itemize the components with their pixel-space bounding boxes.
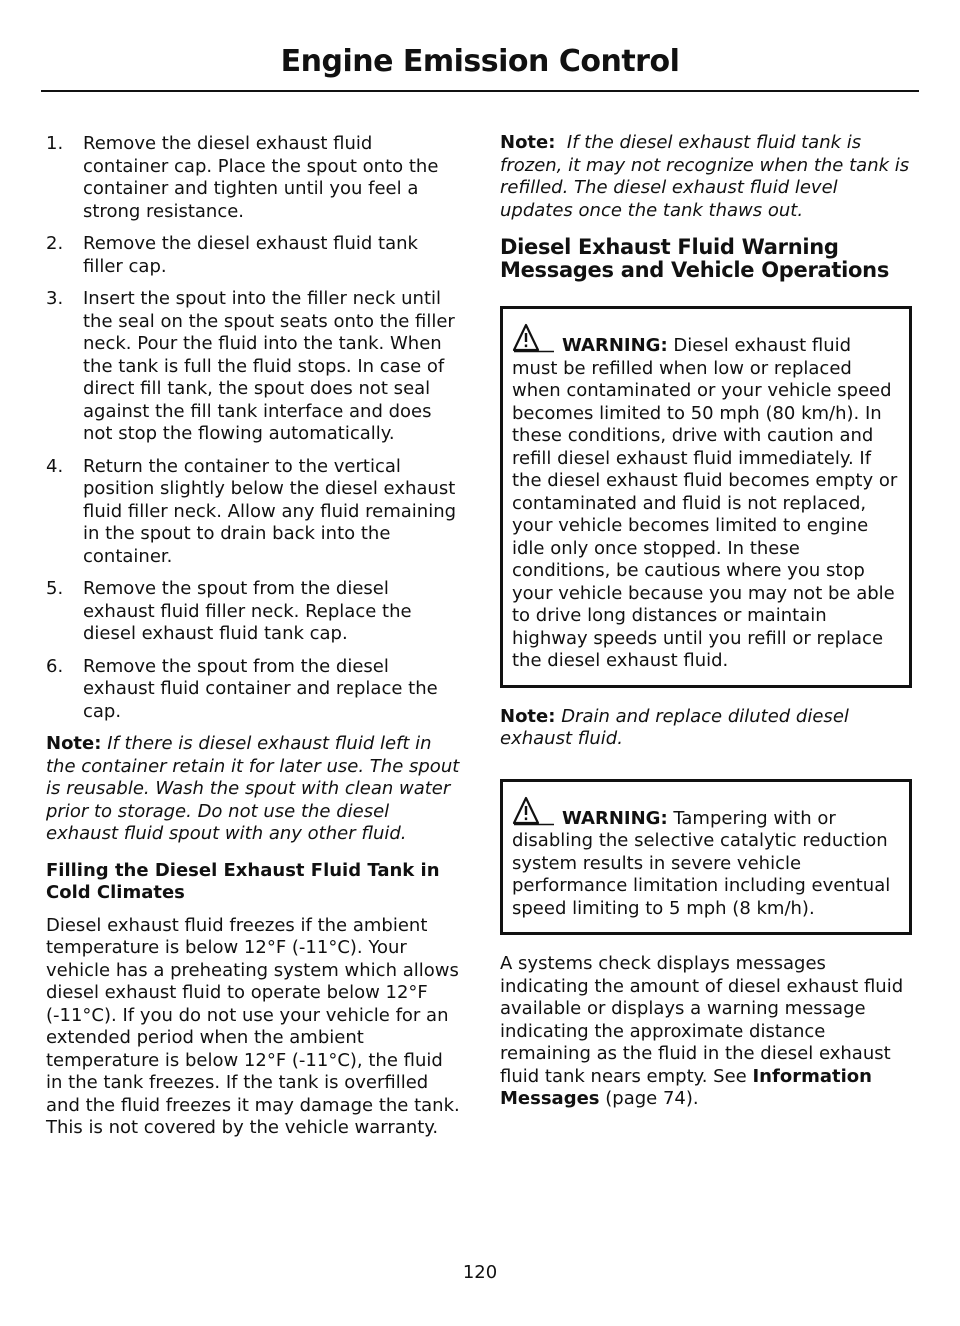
- note-label: Note:: [500, 132, 556, 153]
- step-text: Remove the spout from the diesel exhaust fluid filler neck. Replace the diesel exhaust fluid tank cap.: [83, 578, 412, 644]
- warning-triangle-icon: [512, 796, 556, 826]
- information-messages-link[interactable]: Information Messages: [500, 1065, 872, 1109]
- warning-text: Diesel exhaust fluid must be refilled when low or replaced when contaminated or your vehicle speed becomes limited to 50 mph (80 km/h). In these conditions, drive with caution and refill diesel exhaust fluid immediately. If the diesel exhaust fluid becomes empty or contaminated and fluid is not replaced, your vehicle becomes limited to engine idle only once stopped. In these conditions, be cautious where you stop your vehicle because you may not be able to drive long distances or maintain highway speeds until you refill or replace the diesel exhaust fluid.: [512, 335, 898, 671]
- note-text: If there is diesel exhaust fluid left in the container retain it for later use. The spout is reusable. Wash the spout with clean water prior to storage. Do not use the diesel exhaust fluid spout with any other fluid.: [46, 733, 460, 844]
- step-number: 1.: [46, 133, 64, 154]
- step-number: 4.: [46, 455, 64, 477]
- warning-box: [500, 779, 912, 936]
- note-text: Drain and replace diluted diesel exhaust fluid.: [500, 705, 849, 749]
- note: [500, 706, 912, 751]
- body-paragraph: Diesel exhaust fluid freezes if the ambient temperature is below 12°F (-11°C). Your vehicle has a preheating system which allows diesel exhaust fluid to operate below 12°F (-11°C). If you do not use your vehicle for an extended period when the ambient temperature is below 12°F (-11°C), the fluid in the tank freezes. If the tank is overfilled and the fluid freezes it may damage the tank. This is not covered by the vehicle warranty.: [46, 914, 460, 1138]
- step-number: 3.: [46, 288, 64, 309]
- list-item: [46, 233, 460, 278]
- list-item: [46, 656, 460, 724]
- step-number: 5.: [46, 578, 64, 599]
- note-label: Note:: [46, 733, 102, 754]
- step-text: Remove the spout from the diesel exhaust fluid container and replace the cap.: [83, 655, 438, 722]
- step-number: 6.: [46, 655, 64, 677]
- title-rule: [41, 90, 919, 92]
- warning-label: WARNING:: [562, 807, 668, 829]
- warning-text: Tampering with or disabling the selective catalytic reduction system results in severe vehicle performance limitation including eventual speed limiting to 5 mph (8 km/h).: [512, 807, 891, 919]
- step-number: 2.: [46, 233, 64, 254]
- step-text: Remove the diesel exhaust fluid container cap. Place the spout onto the container and tighten until you feel a strong resistance.: [83, 133, 439, 222]
- body-paragraph: [500, 953, 912, 1111]
- note-label: Note:: [500, 705, 556, 727]
- note-text: If the diesel exhaust fluid tank is frozen, it may not recognize when the tank is refilled. The diesel exhaust fluid level updates once the tank thaws out.: [500, 132, 910, 221]
- list-item: [46, 133, 460, 223]
- paragraph-text: A systems check displays messages indicating the amount of diesel exhaust fluid available or displays a warning message indicating the approximate distance remaining as the fluid in the diesel exhaust fluid tank nears empty. See: [500, 953, 904, 1087]
- list-item: [46, 578, 460, 646]
- subheading: Filling the Diesel Exhaust Fluid Tank in Cold Climates: [46, 859, 440, 903]
- page-number: 120: [462, 1262, 498, 1283]
- page-reference: (page 74).: [605, 1088, 699, 1109]
- left-column: [46, 133, 460, 1150]
- note: [46, 733, 460, 846]
- right-column: [500, 132, 912, 1121]
- list-item: [46, 456, 460, 569]
- warning-box: [500, 306, 912, 688]
- note: [500, 132, 912, 222]
- step-text: Insert the spout into the filler neck until the seal on the spout seats onto the filler neck. Pour the fluid into the tank. When the tank is full the fluid stops. In case of direct fill tank, the spout does not seal against the fill tank interface and does not stop the flowing automatically.: [83, 288, 455, 444]
- procedure-steps: [46, 133, 460, 723]
- warning-triangle-icon: [512, 323, 556, 353]
- list-item: [46, 288, 460, 446]
- section-title: Diesel Exhaust Fluid Warning Messages and Vehicle Operations: [500, 235, 890, 282]
- warning-label: WARNING:: [562, 335, 668, 356]
- step-text: Remove the diesel exhaust fluid tank filler cap.: [83, 233, 418, 277]
- page-title: Engine Emission Control: [280, 44, 680, 79]
- step-text: Return the container to the vertical position slightly below the diesel exhaust fluid filler neck. Allow any fluid remaining in the spout to drain back into the container.: [83, 455, 457, 567]
